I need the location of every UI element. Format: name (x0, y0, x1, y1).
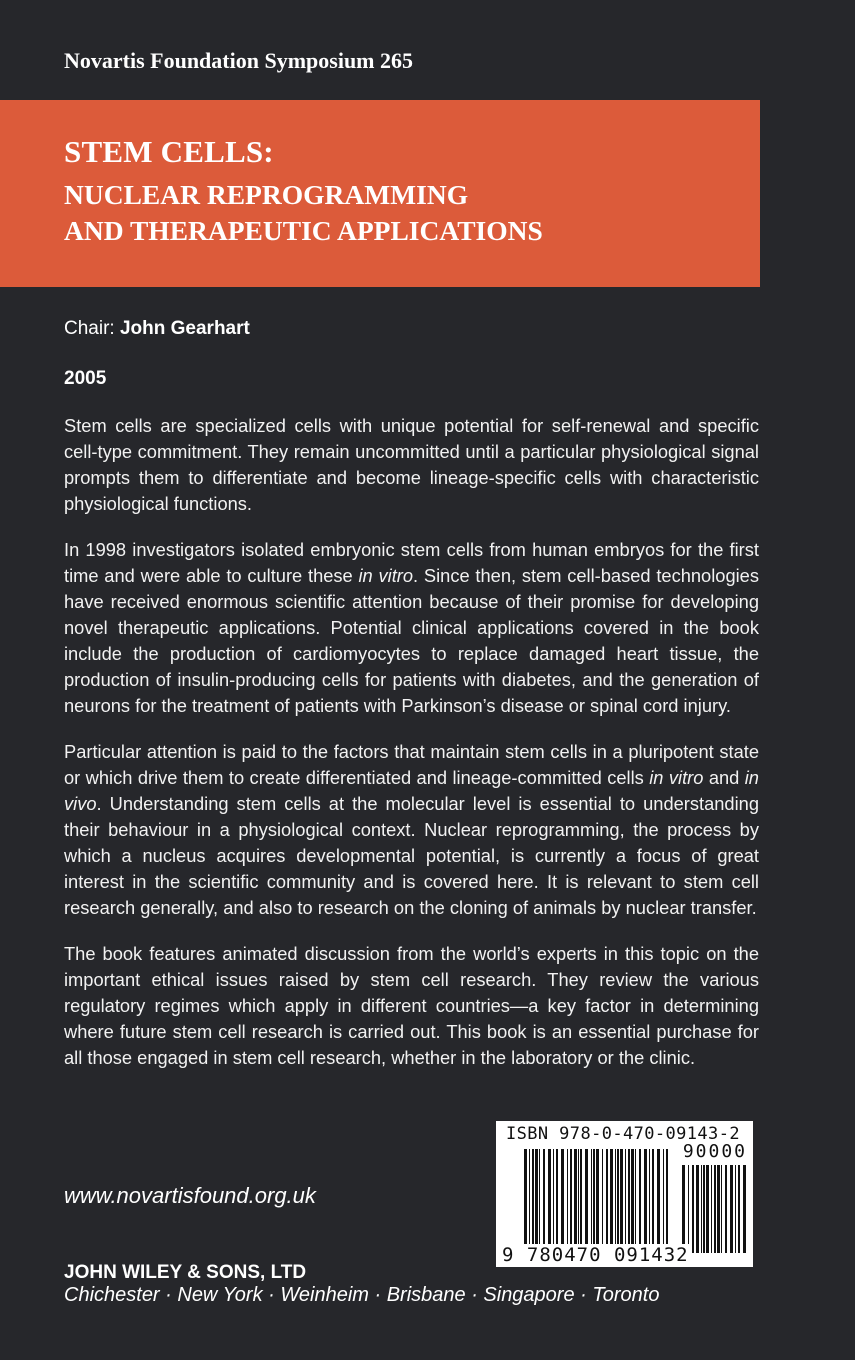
barcode-bar (738, 1165, 740, 1253)
barcode-bar (539, 1149, 540, 1259)
barcode-bar (688, 1165, 689, 1253)
barcode-bar (717, 1165, 720, 1253)
chair-label: Chair: (64, 318, 115, 339)
barcode-bar (703, 1165, 705, 1253)
barcode-bar (663, 1149, 664, 1259)
barcode-bar (567, 1149, 568, 1259)
barcode-bar (578, 1149, 579, 1259)
subtitle-line-1: NUCLEAR REPROGRAMMING (64, 179, 469, 210)
chair-credit (64, 318, 250, 340)
addon-barcode-bars (682, 1165, 748, 1253)
barcode-bar (701, 1165, 702, 1253)
barcode-bar (553, 1149, 554, 1259)
barcode-bar (628, 1149, 630, 1259)
barcode-bar (535, 1149, 538, 1259)
text: In 1998 investigators isolated embryonic stem cells from human embryos for the first time and were able to culture these (64, 539, 759, 586)
barcode-bar (532, 1149, 534, 1259)
publisher-cities: Chichester · New York · Weinheim · Brisbane · Singapore · Toronto (64, 1284, 660, 1306)
book-title: STEM CELLS: (64, 134, 274, 169)
barcode-bar (625, 1149, 626, 1259)
barcode-bar (543, 1149, 545, 1259)
barcode-bar (574, 1149, 577, 1259)
publisher-name: JOHN WILEY & SONS, LTD (64, 1262, 307, 1283)
barcode-bar (706, 1165, 709, 1253)
barcode-bar (730, 1165, 733, 1253)
barcode-bar (610, 1149, 613, 1259)
barcode-bar (585, 1149, 588, 1259)
barcode-bar (529, 1149, 530, 1259)
book-subtitle (64, 177, 543, 249)
isbn-text: ISBN 978-0-470-09143-2 (506, 1124, 740, 1144)
barcode-bar (743, 1165, 746, 1253)
barcode-bar (591, 1149, 592, 1259)
barcode-bar (721, 1165, 722, 1253)
barcode-bar (631, 1149, 634, 1259)
barcode-bar (692, 1165, 694, 1253)
barcode-bar (580, 1149, 582, 1259)
barcode-bar (666, 1149, 668, 1259)
website-url[interactable]: www.novartisfound.org.uk (64, 1183, 316, 1208)
barcode-bar (735, 1165, 736, 1253)
barcode-bar (657, 1149, 660, 1259)
barcode-bar (570, 1149, 572, 1259)
italic-text: in vitro (649, 767, 704, 788)
text: . Since then, stem cell-based technologies have received enormous scientific attention because of their promise for developing novel therapeutic applications. Potential clinical applications covered in the book include the production of cardiomyocytes to replace damaged heart tissue, the production of insulin-producing cells for patients with diabetes, and the generation of neurons for the treatment of patients with Parkinson’s disease or spinal cord injury. (64, 565, 759, 716)
text: Particular attention is paid to the factors that maintain stem cells in a pluripotent state or which drive them to create differentiated and lineage-committed cells (64, 741, 759, 788)
price-code: 90000 (682, 1141, 747, 1162)
publication-year: 2005 (64, 368, 107, 389)
barcode-bar (556, 1149, 558, 1259)
barcode-bar (682, 1165, 685, 1253)
barcode-bar (593, 1149, 595, 1259)
barcode-bar (617, 1149, 619, 1259)
barcode-bars (524, 1149, 672, 1259)
series-title: Novartis Foundation Symposium 265 (64, 48, 414, 73)
paragraph-3 (64, 739, 759, 921)
barcode-bar (602, 1149, 603, 1259)
barcode-bar (548, 1149, 551, 1259)
barcode-bar (606, 1149, 608, 1259)
barcode-bar (596, 1149, 599, 1259)
paragraph-2 (64, 537, 759, 719)
barcode-bar (524, 1149, 527, 1259)
barcode-bar (711, 1165, 712, 1253)
barcode-bar (644, 1149, 647, 1259)
chair-name: John Gearhart (119, 318, 250, 339)
barcode-bar (696, 1165, 699, 1253)
description (64, 413, 759, 1091)
barcode-bar (615, 1149, 616, 1259)
barcode-bar (649, 1149, 650, 1259)
barcode-bar (725, 1165, 727, 1253)
subtitle-line-2: AND THERAPEUTIC APPLICATIONS (64, 215, 543, 246)
barcode-bar (620, 1149, 623, 1259)
barcode-bar (714, 1165, 716, 1253)
barcode-bar (561, 1149, 564, 1259)
title-banner (0, 100, 760, 287)
barcode-bar (639, 1149, 641, 1259)
barcode-bar (652, 1149, 654, 1259)
paragraph-4: The book features animated discussion from the world’s experts in this topic on the important ethical issues raised by stem cell research. They review the various regulatory regimes which apply in different countries—a key factor in determining where future stem cell research is carried out. This book is an essential purchase for all those engaged in stem cell research, whether in the laboratory or the clinic. (64, 943, 759, 1068)
text: . Understanding stem cells at the molecular level is essential to understanding their behaviour in a physiological context. Nuclear reprogramming, the process by which a nucleus acquires developmental potential, is currently a focus of great interest in the scientific community and is covered here. It is relevant to stem cell research generally, and also to research on the cloning of animals by nuclear transfer. (64, 793, 759, 918)
isbn-barcode (496, 1121, 753, 1267)
paragraph-1: Stem cells are specialized cells with unique potential for self-renewal and specific cell-type commitment. They remain uncommitted until a particular physiological signal prompts them to differentiate and become lineage-specific cells with characteristic physiological functions. (64, 415, 759, 514)
ean-number: 9 780470 091432 (502, 1244, 689, 1266)
italic-text: in vitro (358, 565, 414, 586)
barcode-bar (635, 1149, 636, 1259)
text: and (703, 767, 745, 788)
italic-text: in vivo (64, 767, 759, 814)
